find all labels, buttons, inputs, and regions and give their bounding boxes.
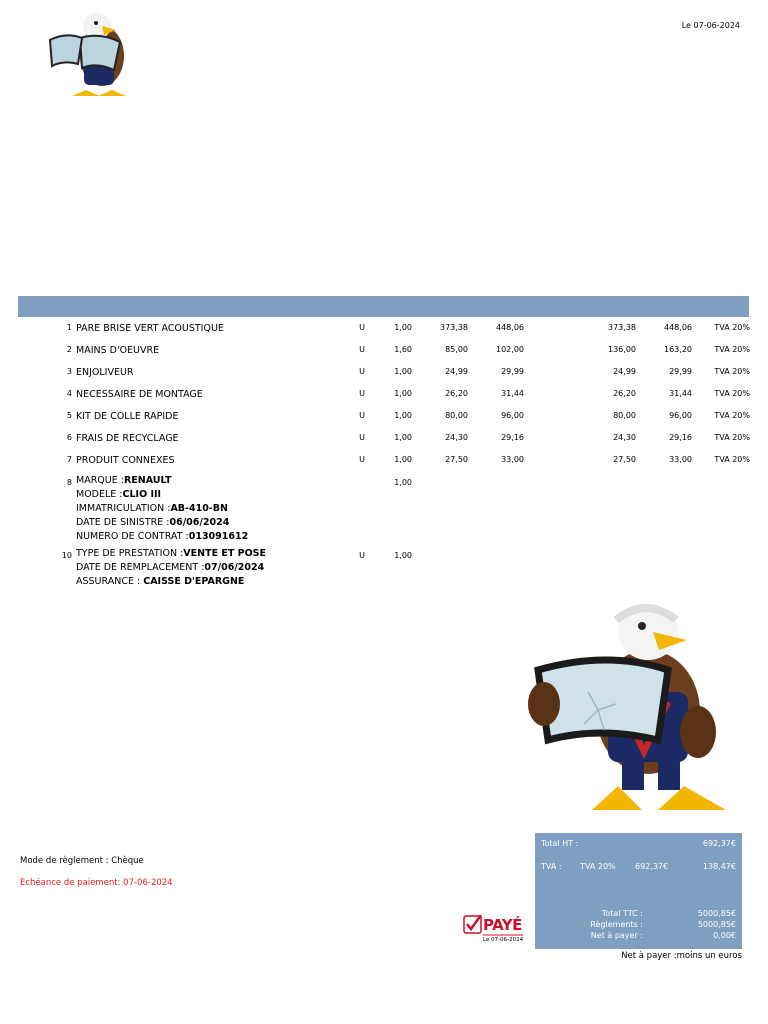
table-row xyxy=(0,362,768,384)
line-qty: 1,00 xyxy=(394,411,412,420)
line-description: MAINS D'OEUVRE xyxy=(76,345,160,356)
type-label: TYPE DE PRESTATION : xyxy=(76,548,184,559)
invoice-lines xyxy=(0,318,768,472)
payment-due-date: Echéance de paiement: 07-06-2024 xyxy=(20,878,173,888)
line-vat: TVA 20% xyxy=(714,367,750,376)
total-ttc-value: 5000,85€ xyxy=(697,909,736,918)
line-unit-price-ttc: 448,06 xyxy=(496,323,524,332)
line-vat: TVA 20% xyxy=(714,433,750,442)
line-qty: 1,00 xyxy=(394,478,412,487)
table-row xyxy=(0,318,768,340)
line-total-ttc: 33,00 xyxy=(669,455,692,464)
line-qty: 1,60 xyxy=(394,345,412,354)
table-row xyxy=(0,384,768,406)
line-unit-price-ttc: 102,00 xyxy=(496,345,524,354)
line-unit-price-ht: 80,00 xyxy=(445,411,468,420)
assurance-value: CAISSE D'EPARGNE xyxy=(143,576,245,587)
line-unit-price-ht: 85,00 xyxy=(445,345,468,354)
tva-rate: TVA 20% xyxy=(580,862,616,871)
remplacement-label: DATE DE REMPLACEMENT : xyxy=(76,562,205,573)
line-total-ttc: 29,99 xyxy=(669,367,692,376)
line-qty: 1,00 xyxy=(394,323,412,332)
immat-value: AB-410-BN xyxy=(170,503,228,514)
contrat-label: NUMERO DE CONTRAT : xyxy=(76,531,189,542)
line-unit-price-ttc: 31,44 xyxy=(501,389,524,398)
line-total-ht: 80,00 xyxy=(613,411,636,420)
line-unit-price-ttc: 96,00 xyxy=(501,411,524,420)
table-row xyxy=(0,450,768,472)
line-unit-price-ttc: 33,00 xyxy=(501,455,524,464)
line-number: 4 xyxy=(66,389,72,398)
payment-mode: Mode de règlement : Chèque xyxy=(20,856,144,866)
line-unit-price-ht: 24,99 xyxy=(445,367,468,376)
line-unit-price-ht: 24,30 xyxy=(445,433,468,442)
eagle-mascot-logo-icon xyxy=(32,4,137,108)
table-row xyxy=(0,340,768,362)
line-number: 8 xyxy=(66,478,72,487)
line-total-ht: 27,50 xyxy=(613,455,636,464)
vehicle-info-block xyxy=(0,474,768,544)
line-total-ht: 24,30 xyxy=(613,433,636,442)
table-header-band xyxy=(18,296,749,317)
line-unit: U xyxy=(359,345,365,354)
table-row xyxy=(0,428,768,450)
line-unit-price-ttc: 29,16 xyxy=(501,433,524,442)
modele-label: MODELE : xyxy=(76,489,123,500)
tva-base: 692,37€ xyxy=(635,862,669,871)
line-qty: 1,00 xyxy=(394,389,412,398)
eagle-mascot-windshield-icon xyxy=(508,592,738,820)
type-value: VENTE ET POSE xyxy=(183,548,267,559)
line-qty: 1,00 xyxy=(394,551,412,560)
line-unit: U xyxy=(359,433,365,442)
paid-stamp-date: Le 07-06-2024 xyxy=(483,937,524,943)
line-vat: TVA 20% xyxy=(714,389,750,398)
tva-label: TVA : xyxy=(541,862,562,871)
sinistre-value: 06/06/2024 xyxy=(169,517,230,528)
marque-label: MARQUE : xyxy=(76,475,124,486)
line-number: 2 xyxy=(66,345,72,354)
line-qty: 1,00 xyxy=(394,367,412,376)
line-number: 5 xyxy=(66,411,72,420)
line-qty: 1,00 xyxy=(394,455,412,464)
line-number: 6 xyxy=(66,433,72,442)
line-total-ttc: 448,06 xyxy=(664,323,692,332)
paid-stamp xyxy=(463,915,525,945)
mascot-illustration xyxy=(508,592,738,820)
line-unit: U xyxy=(359,323,365,332)
line-unit: U xyxy=(359,455,365,464)
line-unit-price-ht: 26,20 xyxy=(445,389,468,398)
prestation-block xyxy=(0,547,768,591)
total-ht-label: Total HT : xyxy=(541,839,579,848)
line-description: ENJOLIVEUR xyxy=(76,367,134,378)
line-total-ttc: 29,16 xyxy=(669,433,692,442)
line-total-ht: 24,99 xyxy=(613,367,636,376)
total-ttc-label: Total TTC : xyxy=(601,909,643,918)
line-total-ttc: 96,00 xyxy=(669,411,692,420)
immat-label: IMMATRICULATION : xyxy=(76,503,171,514)
line-unit: U xyxy=(359,389,365,398)
line-total-ht: 373,38 xyxy=(608,323,636,332)
line-vat: TVA 20% xyxy=(714,455,750,464)
assurance-label: ASSURANCE : xyxy=(76,576,144,587)
line-number: 1 xyxy=(66,323,72,332)
line-number: 3 xyxy=(66,367,72,376)
reglements-value: 5000,85€ xyxy=(697,920,736,929)
sinistre-label: DATE DE SINISTRE : xyxy=(76,517,170,528)
line-vat: TVA 20% xyxy=(714,323,750,332)
company-logo xyxy=(32,4,137,108)
remplacement-value: 07/06/2024 xyxy=(204,562,265,573)
line-unit-price-ht: 373,38 xyxy=(440,323,468,332)
modele-value: CLIO III xyxy=(122,489,162,500)
reglements-label: Règlements : xyxy=(590,920,643,929)
line-description: PRODUIT CONNEXES xyxy=(76,455,175,466)
total-ht-value: 692,37€ xyxy=(702,839,736,848)
totals-box xyxy=(535,833,742,949)
line-unit-price-ht: 27,50 xyxy=(445,455,468,464)
line-total-ht: 26,20 xyxy=(613,389,636,398)
line-description: FRAIS DE RECYCLAGE xyxy=(76,433,179,444)
table-row xyxy=(0,406,768,428)
line-number: 7 xyxy=(66,455,72,464)
tva-amount: 138,47€ xyxy=(702,862,736,871)
line-vat: TVA 20% xyxy=(714,411,750,420)
net-a-payer-label: Net à payer : xyxy=(590,931,643,940)
marque-value: RENAULT xyxy=(123,475,172,486)
line-description: KIT DE COLLE RAPIDE xyxy=(76,411,179,422)
line-unit: U xyxy=(359,367,365,376)
line-unit-price-ttc: 29,99 xyxy=(501,367,524,376)
net-a-payer-value: 0,00€ xyxy=(713,931,736,940)
line-description: PARE BRISE VERT ACOUSTIQUE xyxy=(76,323,224,334)
line-total-ttc: 163,20 xyxy=(664,345,692,354)
line-unit: U xyxy=(359,551,365,560)
line-vat: TVA 20% xyxy=(714,345,750,354)
contrat-value: 013091612 xyxy=(188,531,249,542)
line-total-ttc: 31,44 xyxy=(669,389,692,398)
line-number: 10 xyxy=(61,551,72,560)
line-total-ht: 136,00 xyxy=(608,345,636,354)
paid-stamp-text: PAYÉ xyxy=(483,916,522,934)
line-unit: U xyxy=(359,411,365,420)
net-a-payer-words: Net à payer :moins un euros xyxy=(621,951,742,961)
line-qty: 1,00 xyxy=(394,433,412,442)
line-description: NECESSAIRE DE MONTAGE xyxy=(76,389,203,400)
invoice-date: Le 07-06-2024 xyxy=(681,21,740,30)
